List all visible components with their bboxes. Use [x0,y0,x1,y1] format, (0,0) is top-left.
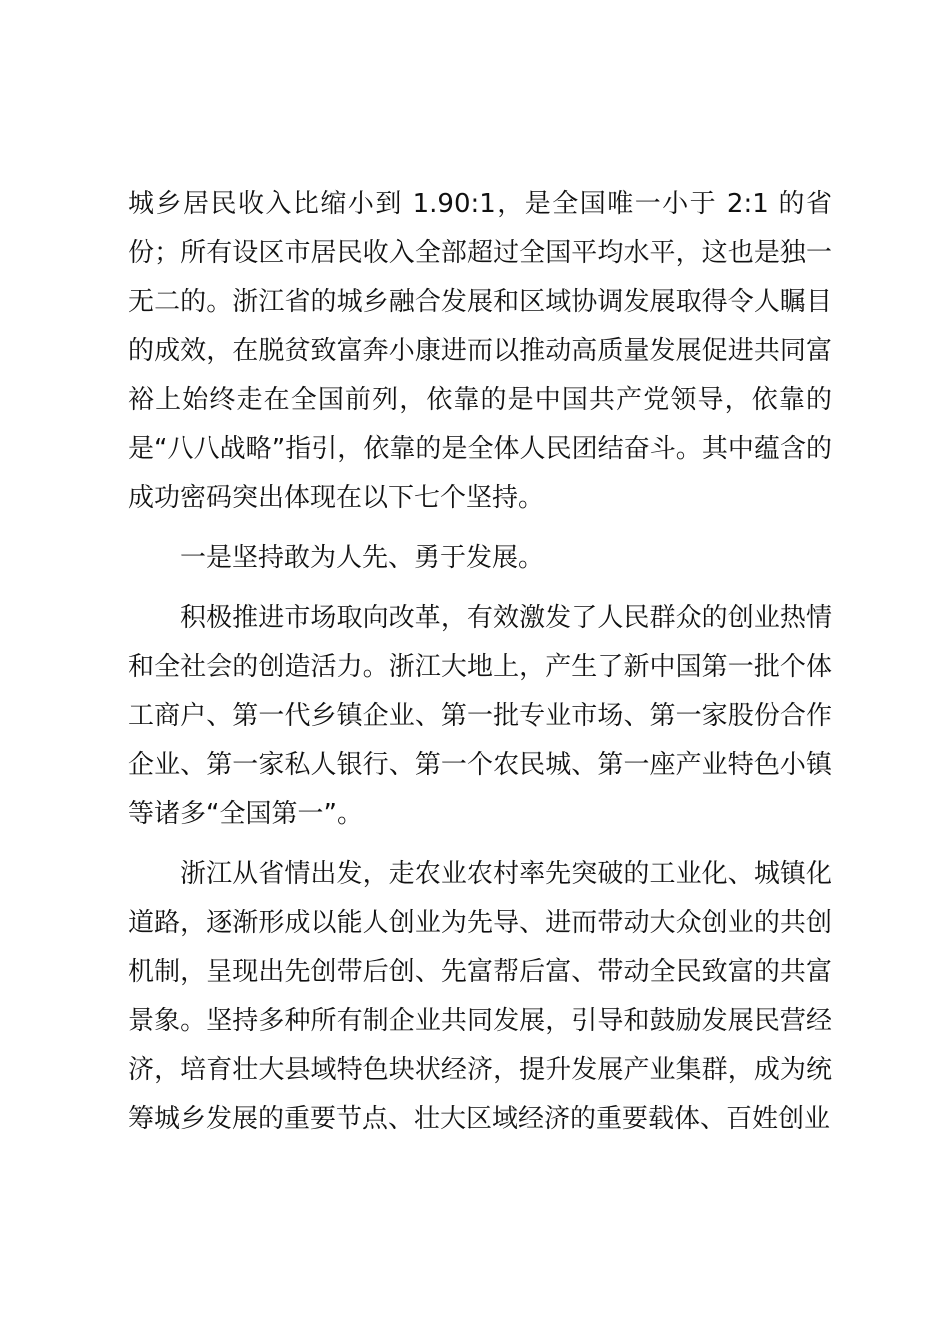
section-heading-1: 一是坚持敢为人先、勇于发展。 [180,543,545,573]
paragraph-continuation: 城乡居民收入比缩小到 1.90:1，是全国唯一小于 2:1 的省份；所有设区市居民收入全部超过全国平均水平，这也是独一无二的。浙江省的城乡融合发展和区域协调发展取得令人瞩目的成效，在脱贫致富奔小康进而以推动高质量发展促进共同富裕上始终走在全国前列，依靠的是中国共产党领导，依靠的是“八八战略”指引，依靠的是全体人民团结奋斗。其中蕴含的成功密码突出体现在以下七个坚持。 [128,189,832,513]
body-text [128,180,832,1144]
paragraph-zhejiang-path: 浙江从省情出发，走农业农村率先突破的工业化、城镇化道路，逐渐形成以能人创业为先导、进而带动大众创业的共创机制，呈现出先创带后创、先富帮后富、带动全民致富的共富景象。坚持多种所有制企业共同发展，引导和鼓励发展民营经济，培育壮大县域特色块状经济，提升发展产业集群，成为统筹城乡发展的重要节点、壮大区域经济的重要载体、百姓创业 [128,859,832,1134]
paragraph-market-reform: 积极推进市场取向改革，有效激发了人民群众的创业热情和全社会的创造活力。浙江大地上，产生了新中国第一批个体工商户、第一代乡镇企业、第一批专业市场、第一家股份合作企业、第一家私人银行、第一个农民城、第一座产业特色小镇等诸多“全国第一”。 [128,603,832,829]
